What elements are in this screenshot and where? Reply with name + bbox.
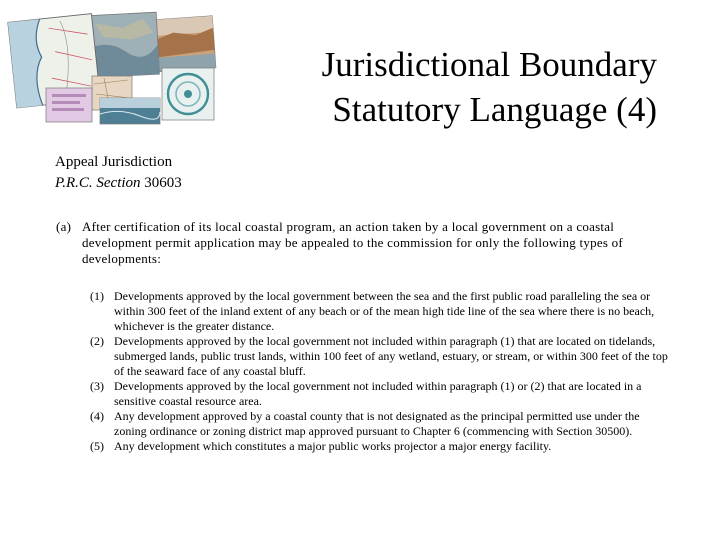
list-item-text: Developments approved by the local government not included within paragraph (1) that are located on tidelands, submerged lands, public trust lands, within 100 feet of any wetland, estuary, or stream, or within 300 feet of the top of the seaward face of any coastal bluff. (114, 334, 668, 378)
intro-paragraph (56, 219, 666, 267)
list-item-text: Developments approved by the local government between the sea and the first public road paralleling the sea or within 300 feet of the inland extent of any beach or of the mean high tide line of the sea where there is no beach, whichever is the greater distance. (114, 289, 655, 333)
slide-title-line-2: Statutory Language (4) (332, 90, 657, 129)
list-item-text: Any development approved by a coastal county that is not designated as the principal permitted use under the zoning ordinance or zoning district map approved pursuant to Chapter 6 (commencing with Section 30500). (114, 409, 640, 438)
coastal-maps-collage-image (4, 8, 218, 126)
list-item-number: (1) (90, 289, 104, 303)
heading-label: Appeal Jurisdiction (55, 154, 173, 170)
list-item (90, 334, 668, 379)
code-reference (55, 173, 182, 194)
slide-title-line-1: Jurisdictional Boundary (321, 45, 657, 84)
list-item-number: (5) (90, 439, 104, 453)
code-prefix: P.R.C. Section (55, 175, 141, 191)
list-item (90, 289, 668, 334)
list-item (90, 439, 668, 454)
list-item-text: Any development which constitutes a major public works projector a major energy facility. (114, 439, 552, 453)
slide-title (250, 42, 657, 132)
list-item (90, 409, 668, 439)
list-item-number: (4) (90, 409, 104, 423)
list-item-number: (3) (90, 379, 104, 393)
development-type-list (90, 289, 668, 454)
intro-label: (a) (56, 219, 72, 234)
section-heading (55, 152, 182, 194)
intro-text: After certification of its local coastal program, an action taken by a local government on a coastal development permit application may be appealed to the commission for only the following types of developments: (82, 219, 623, 266)
list-item-number: (2) (90, 334, 104, 348)
list-item-text: Developments approved by the local government not included within paragraph (1) or (2) that are located in a sensitive coastal resource area. (114, 379, 642, 408)
code-number: 30603 (144, 175, 182, 191)
list-item (90, 379, 668, 409)
